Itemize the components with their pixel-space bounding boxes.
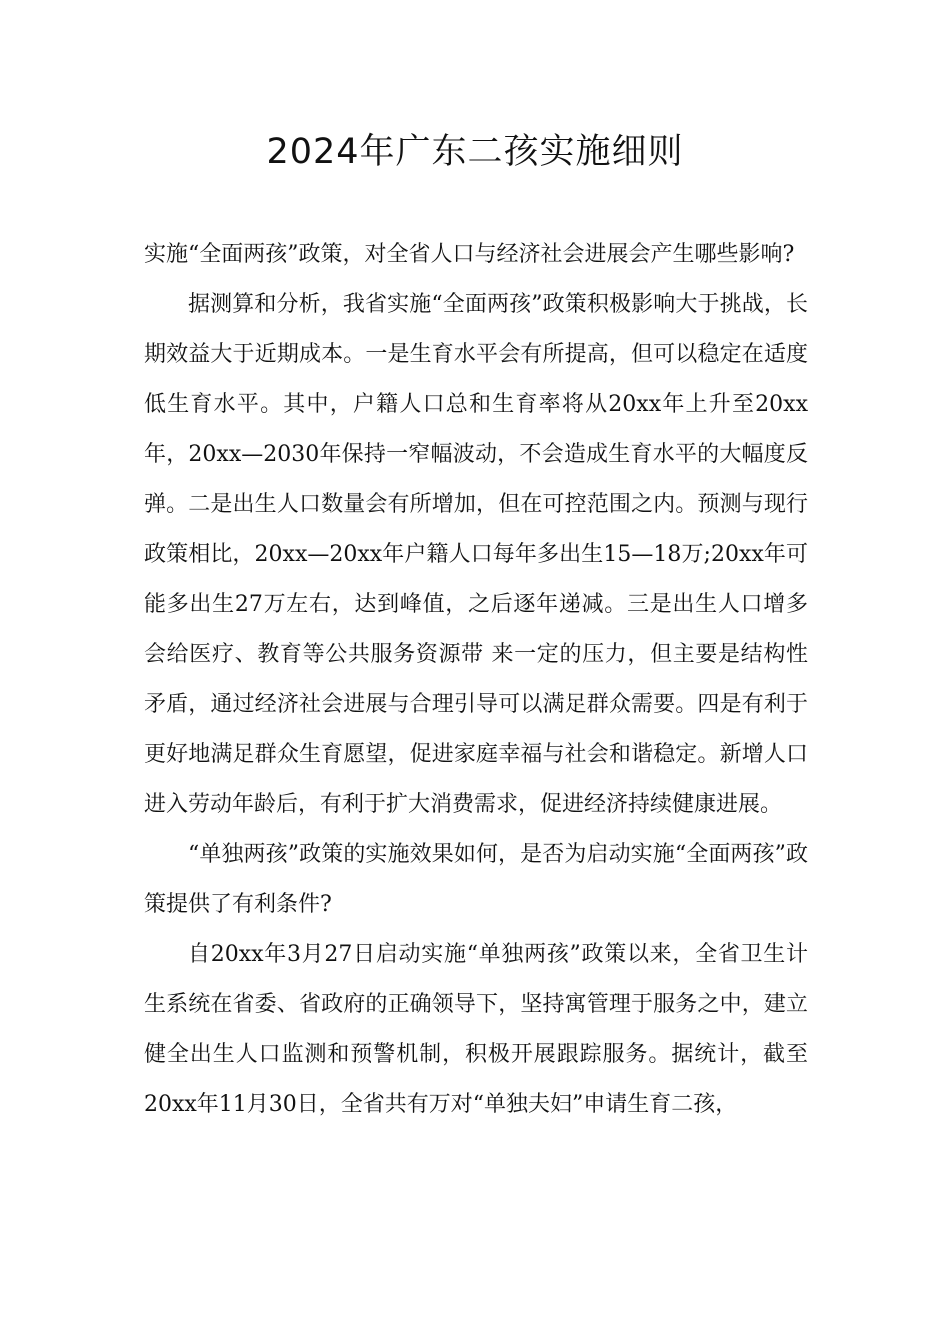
paragraph-answer-2: 自20xx年3月27日启动实施“单独两孩”政策以来，全省卫生计生系统在省委、省政府的正确领导下，坚持寓管理于服务之中，建立健全出生人口监测和预警机制，积极开展跟踪服务。据统计，截至20xx年11月30日，全省共有万对“单独夫妇”申请生育二孩，: [144, 942, 808, 1117]
paragraph-question-2: “单独两孩”政策的实施效果如何，是否为启动实施“全面两孩”政策提供了有利条件?: [144, 842, 808, 917]
document-body: [144, 230, 808, 1130]
paragraph-answer-1: 据测算和分析，我省实施“全面两孩”政策积极影响大于挑战，长期效益大于近期成本。一是生育水平会有所提高，但可以稳定在适度低生育水平。其中，户籍人口总和生育率将从20xx年上升至20xx年，20xx—2030年保持一窄幅波动，不会造成生育水平的大幅度反弹。二是出生人口数量会有所增加，但在可控范围之内。预测与现行政策相比，20xx—20xx年户籍人口每年多出生15—18万;20xx年可能多出生27万左右，达到峰值，之后逐年递减。三是出生人口增多会给医疗、教育等公共服务资源带 来一定的压力，但主要是结构性矛盾，通过经济社会进展与合理引导可以满足群众需要。四是有利于更好地满足群众生育愿望，促进家庭幸福与社会和谐稳定。新增人口进入劳动年龄后，有利于扩大消费需求，促进经济持续健康进展。: [144, 292, 808, 817]
document-title: 2024年广东二孩实施细则: [266, 132, 684, 172]
paragraph-question-1: 实施“全面两孩”政策，对全省人口与经济社会进展会产生哪些影响?: [144, 242, 795, 267]
